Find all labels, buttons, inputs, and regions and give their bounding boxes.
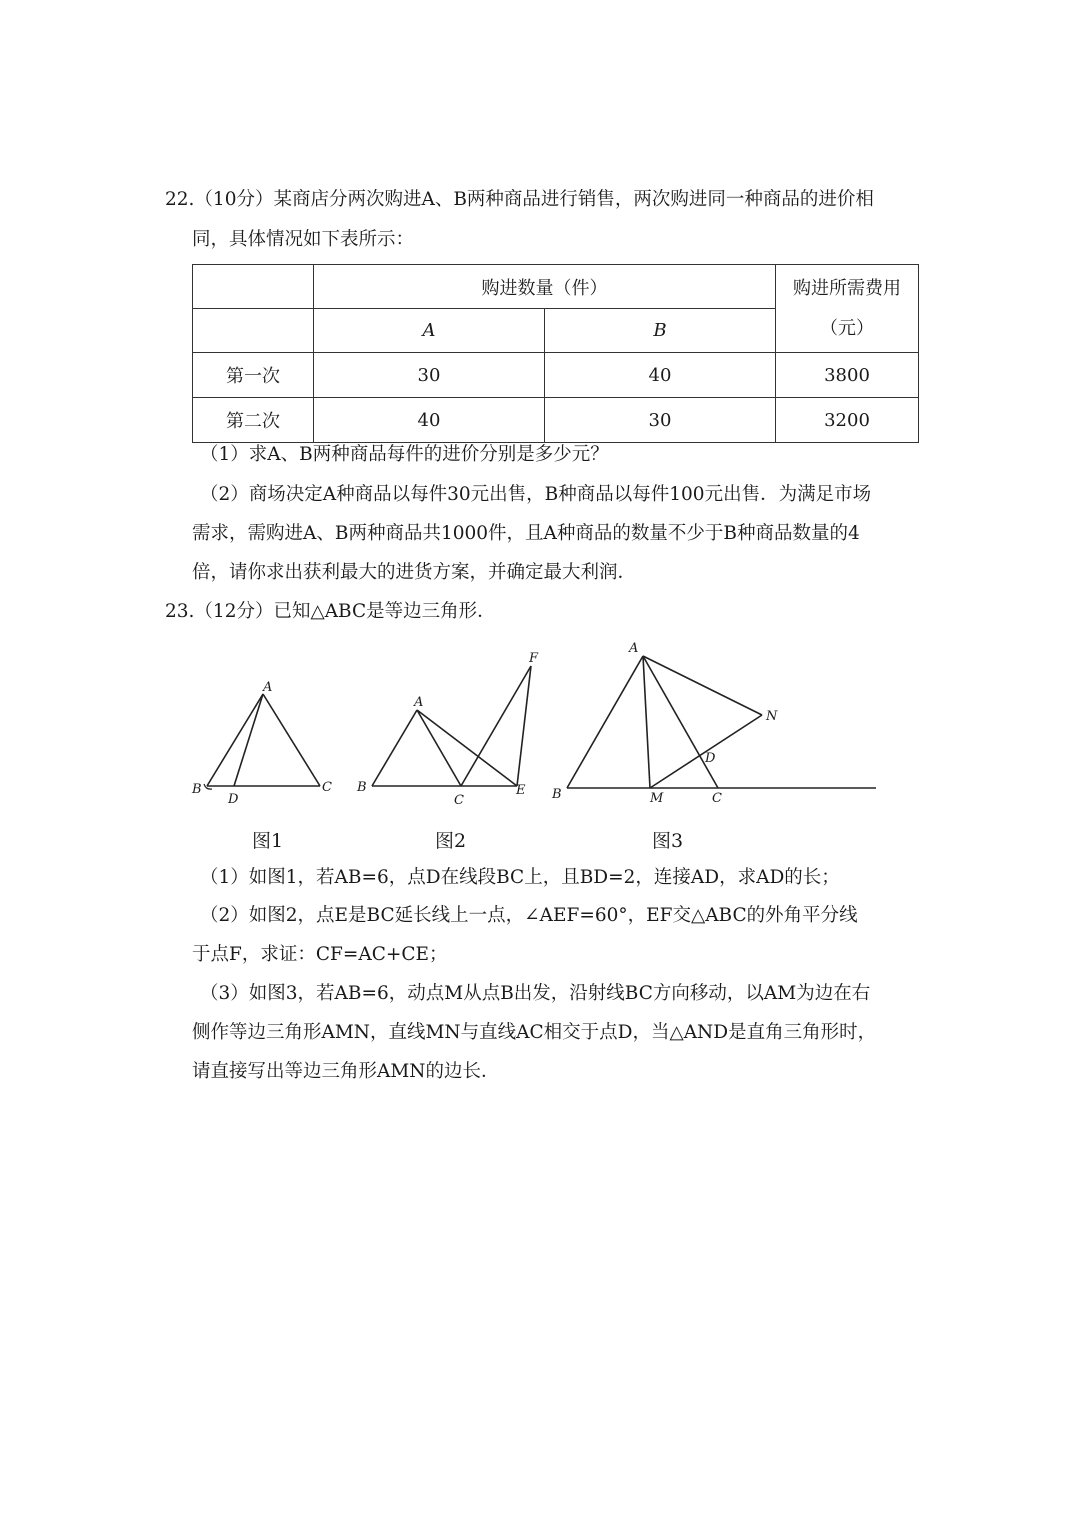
q22-line1: 22.（10分）某商店分两次购进A、B两种商品进行销售，两次购进同一种商品的进价相 — [165, 189, 874, 210]
table-corner-bottom — [193, 309, 314, 353]
table-corner-top — [193, 265, 314, 309]
cell-b: 40 — [545, 353, 776, 398]
label-c: C — [454, 793, 464, 808]
figure-3-caption: 图3 — [652, 830, 684, 852]
header-quantity: 购进数量（件） — [314, 265, 776, 309]
figure-1 — [190, 676, 340, 806]
header-cost: 购进所需费用（元） — [776, 265, 919, 353]
label-d: D — [228, 792, 239, 807]
figure-3 — [550, 640, 885, 810]
q22-part2-line1: （2）商场决定A种商品以每件30元出售，B种商品以每件100元出售．为满足市场 — [200, 484, 872, 505]
segment-ac — [263, 694, 320, 786]
q23-part3-line3: 请直接写出等边三角形AMN的边长． — [192, 1061, 500, 1082]
label-c: C — [322, 780, 332, 795]
table-row — [193, 398, 919, 443]
label-c: C — [712, 791, 722, 806]
table-row — [193, 353, 919, 398]
q22-part2-line3: 倍，请你求出获利最大的进货方案，并确定最大利润． — [192, 562, 637, 583]
label-d: D — [705, 751, 716, 766]
cell-b: 30 — [545, 398, 776, 443]
q22-part2-line2: 需求，需购进A、B两种商品共1000件，且A种商品的数量不少于B种商品数量的4 — [192, 523, 860, 544]
segment-ef — [517, 666, 531, 786]
label-f: F — [529, 651, 539, 666]
cell-cost: 3800 — [776, 353, 919, 398]
segment-ab — [372, 710, 417, 786]
segment-cf — [461, 666, 531, 786]
figure-2-diagram — [355, 648, 550, 808]
q23-part3-line1: （3）如图3，若AB=6，动点M从点B出发，沿射线BC方向移动，以AM为边在右 — [200, 983, 871, 1004]
segment-ab — [207, 694, 263, 786]
segment-an — [643, 656, 762, 715]
label-a: A — [414, 695, 424, 710]
q23-part3-line2: 侧作等边三角形AMN，直线MN与直线AC相交于点D，当△AND是直角三角形时， — [192, 1022, 877, 1043]
figure-3-diagram — [550, 640, 885, 810]
segment-ab — [567, 656, 643, 788]
label-b: B — [192, 782, 202, 797]
figure-1-diagram — [190, 676, 340, 806]
row-label: 第二次 — [193, 398, 314, 443]
col-header-b: B — [545, 309, 776, 353]
label-m: M — [650, 791, 664, 806]
cell-a: 40 — [314, 398, 545, 443]
label-b: B — [552, 787, 562, 802]
label-e: E — [516, 783, 526, 798]
figure-2-caption: 图2 — [435, 830, 467, 852]
segment-ac — [417, 710, 461, 786]
q23-part1: （1）如图1，若AB=6，点D在线段BC上，且BD=2，连接AD，求AD的长； — [200, 867, 840, 888]
label-n: N — [766, 709, 778, 724]
figure-2 — [355, 648, 550, 808]
cell-cost: 3200 — [776, 398, 919, 443]
q23-line1: 23.（12分）已知△ABC是等边三角形． — [165, 601, 496, 622]
col-header-a: A — [314, 309, 545, 353]
segment-ad — [234, 694, 263, 786]
q23-part2-line2: 于点F，求证：CF=AC+CE； — [192, 944, 448, 965]
row-label: 第一次 — [193, 353, 314, 398]
figure-1-caption: 图1 — [252, 830, 284, 852]
label-b: B — [357, 780, 367, 795]
q22-part1: （1）求A、B两种商品每件的进价分别是多少元？ — [200, 444, 609, 465]
q23-part2-line1: （2）如图2，点E是BC延长线上一点，∠AEF=60°，EF交△ABC的外角平分线 — [200, 905, 858, 926]
cell-a: 30 — [314, 353, 545, 398]
label-a: A — [263, 680, 273, 695]
q22-line2: 同，具体情况如下表所示： — [192, 229, 415, 250]
segment-am — [643, 656, 650, 788]
purchase-table — [192, 264, 919, 443]
label-a: A — [629, 641, 639, 656]
